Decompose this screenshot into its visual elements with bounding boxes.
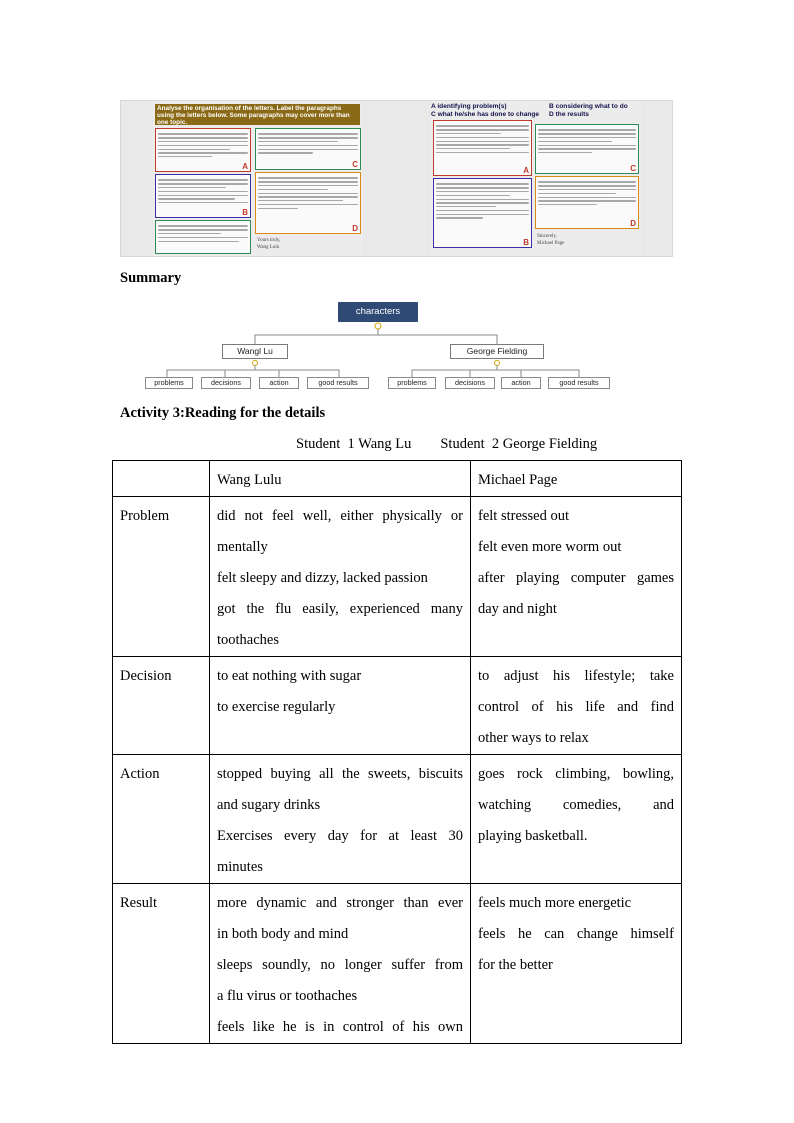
right-paragraph-a: A: [433, 120, 532, 176]
header-cell-empty: [113, 461, 210, 497]
left-paragraph-b: [155, 174, 251, 218]
mindmap-leaf: problems: [388, 377, 436, 389]
left-paragraph-c-left: [155, 220, 251, 254]
right-paragraph-b: B: [433, 178, 532, 248]
tag-b: B: [242, 208, 248, 217]
header-cell-wang: Wang Lulu: [210, 461, 471, 497]
mindmap-branch-wang: Wangl Lu: [222, 344, 288, 359]
table-row: [113, 657, 682, 755]
mindmap-leaf: problems: [145, 377, 193, 389]
header-cell-michael: Michael Page: [471, 461, 682, 497]
left-paragraph-d: [255, 172, 361, 234]
letters-figure: [120, 100, 673, 257]
row-cell: stopped buying all the sweets, biscuits and sugary drinks Exercises every day for at least 30 minutes: [210, 755, 471, 884]
mindmap-leaf: action: [259, 377, 299, 389]
table-row: [113, 497, 682, 657]
mindmap-leaf: good results: [307, 377, 369, 389]
row-cell: felt stressed out felt even more worm out after playing computer games day and night: [471, 497, 682, 657]
right-paragraph-d: D: [535, 176, 639, 229]
mindmap-leaf: decisions: [445, 377, 495, 389]
activity-heading: Activity 3:Reading for the details: [120, 405, 326, 421]
instruction-box: Analyse the organisation of the letters. Label the paragraphs using the letters below. Some paragraphs may cover more than one topic.: [155, 104, 360, 125]
tag-a: A: [242, 162, 248, 171]
details-table: [112, 460, 682, 1044]
right-paragraph-c: C: [535, 124, 639, 174]
summary-mindmap: [145, 300, 675, 392]
summary-heading: Summary: [120, 270, 182, 286]
row-cell: more dynamic and stronger than ever in both body and mind sleeps soundly, no longer suffer from a flu virus or toothaches feels like he is in control of his own: [210, 884, 471, 1044]
mindmap-leaf: decisions: [201, 377, 251, 389]
row-label: Action: [113, 755, 210, 884]
students-line: Student 1 Wang Lu Student 2 George Fielding: [296, 436, 598, 452]
mindmap-leaf: good results: [548, 377, 610, 389]
left-paragraph-a: [155, 128, 251, 172]
row-label: Problem: [113, 497, 210, 657]
row-label: Decision: [113, 657, 210, 755]
tag-d: D: [352, 224, 358, 233]
mindmap-leaf: action: [501, 377, 541, 389]
mindmap-root: characters: [338, 302, 418, 322]
legend-c: C what he/she has done to change: [431, 110, 540, 118]
tag-c: C: [352, 160, 358, 169]
row-cell: to eat nothing with sugar to exercise regularly: [210, 657, 471, 755]
row-label: Result: [113, 884, 210, 1044]
mindmap-branch-george: George Fielding: [450, 344, 544, 359]
right-letter-panel: [431, 101, 641, 256]
row-cell: feels much more energetic feels he can change himself for the better: [471, 884, 682, 1044]
table-row: [113, 884, 682, 1044]
table-row: [113, 755, 682, 884]
left-signoff: Yours truly, Wang Lulu: [257, 238, 281, 250]
legend-a: A identifying problem(s): [431, 103, 507, 110]
row-cell: to adjust his lifestyle; take control of his life and find other ways to relax: [471, 657, 682, 755]
paragraph-legend: [431, 103, 641, 118]
row-cell: goes rock climbing, bowling, watching comedies, and playing basketball.: [471, 755, 682, 884]
left-paragraph-c: [255, 128, 361, 170]
row-cell: did not feel well, either physically or mentally felt sleepy and dizzy, lacked passion got the flu easily, experienced many toothaches: [210, 497, 471, 657]
legend-d: D the results: [549, 110, 589, 118]
legend-b: B considering what to do: [549, 103, 628, 110]
right-signoff: Sincerely, Michael Page: [537, 234, 565, 246]
table-header-row: [113, 461, 682, 497]
left-letter-panel: [153, 101, 363, 256]
